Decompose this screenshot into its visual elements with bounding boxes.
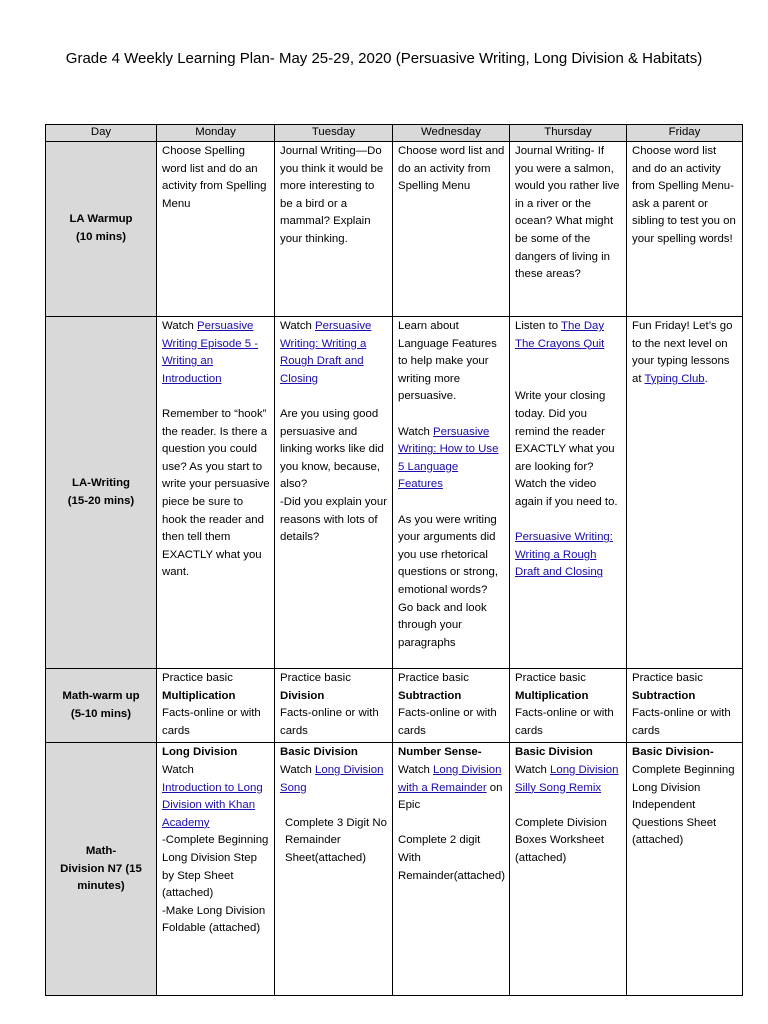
activity-heading: Multiplication [162,689,236,702]
row-label [46,142,157,317]
row-la-warmup [46,142,743,317]
cell-text: Complete 3 Digit No Remainder Sheet(attached) [285,816,387,864]
video-link[interactable]: The Day The Crayons Quit [515,320,605,350]
cell-text: Practice basic [162,672,233,684]
header-monday: Monday [157,125,275,142]
cell-la-warmup-thursday [510,142,627,317]
row-math-division [46,743,743,996]
cell-la-writing-tuesday [275,317,393,669]
video-link[interactable]: Persuasive Writing Episode 5 - Writing an Introduction [162,320,259,385]
cell-text: Facts-online or with cards [398,707,497,737]
cell-math-division-friday [627,743,743,996]
cell-text: -Did you explain your reasons with lots of details? [280,495,387,544]
cell-text: Watch [162,763,194,776]
cell-text: As you were writing your arguments did you use rhetorical questions or strong, emotional words? Go back and look through your paragraphs [398,513,499,649]
header-tuesday: Tuesday [275,125,393,142]
cell-math-division-monday [157,743,275,996]
cell-math-warmup-thursday [510,669,627,743]
row-label-line: (15-20 mins) [67,494,135,507]
row-label-line: Math-warm up [62,690,140,703]
row-label-line: Math- [85,844,117,857]
activity-heading: Basic Division- [632,746,714,759]
cell-text: Are you using good persuasive and linking works like did you know, because, also? [280,407,384,491]
row-label [46,317,157,669]
cell-text: Facts-online or with cards [515,707,614,737]
cell-text: Practice basic [515,672,586,684]
video-link[interactable]: Persuasive Writing: Writing a Rough Draft and Closing [515,531,613,579]
cell-text: Facts-online or with cards [632,707,731,737]
row-label-line: Division N7 (15 [60,862,142,875]
cell-math-warmup-friday [627,669,743,743]
cell-text: Facts-online or with cards [162,707,261,737]
row-label-line: (10 mins) [75,231,126,243]
video-link[interactable]: Typing Club [644,372,705,385]
spacer [515,797,622,815]
cell-la-writing-wednesday [393,317,510,669]
cell-la-writing-friday [627,317,743,669]
cell-la-writing-monday [157,317,275,669]
activity-heading: Subtraction [632,689,696,702]
row-label-line: (5-10 mins) [70,707,132,720]
spacer [398,494,505,512]
video-link[interactable]: Long Division with a Remainder [398,763,502,794]
video-link[interactable]: Persuasive Writing: Writing a Rough Draft and Closing [280,320,372,385]
cell-la-warmup-wednesday [393,142,510,317]
cell-math-warmup-monday [157,669,275,743]
cell-text: Choose word list and do an activity from Spelling Menu- ask a parent or sibling to test you on your spelling words! [632,145,736,245]
cell-math-division-wednesday [393,743,510,996]
spacer [280,797,388,815]
cell-text: Watch [162,320,198,332]
header-wednesday: Wednesday [393,125,510,142]
cell-text: Practice basic [280,672,351,684]
cell-text: Remember to “hook” the reader. Is there a question you could use? As you start to write your persuasive piece be sure to hook the reader and then tell them EXACTLY what you want. [162,407,270,579]
spacer [398,815,505,833]
cell-text: Choose Spelling word list and do an activity from Spelling Menu [162,145,267,210]
cell-la-warmup-monday [157,142,275,317]
cell-text: Journal Writing—Do you think it would be more interesting to be a bird or a mammal? Explain your thinking. [280,145,384,245]
cell-text: Practice basic [398,672,469,684]
header-day: Day [46,125,157,142]
cell-math-division-tuesday [275,743,393,996]
row-math-warmup [46,669,743,743]
row-label-line: minutes) [77,880,125,893]
cell-la-writing-thursday [510,317,627,669]
spacer [515,512,622,530]
cell-la-warmup-friday [627,142,743,317]
cell-text: on Epic [398,781,503,812]
cell-text: Watch [398,425,434,438]
row-label [46,669,157,743]
video-link[interactable]: Long Division Song [280,763,384,794]
spacer [162,388,270,406]
header-friday: Friday [627,125,743,142]
cell-text: Choose word list and do an activity from Spelling Menu [398,145,505,193]
cell-text: Complete Beginning Long Division Independent Questions Sheet (attached) [632,763,735,847]
cell-la-warmup-tuesday [275,142,393,317]
cell-text: Learn about Language Features to help make your writing more persuasive. [398,320,497,403]
row-label [46,743,157,996]
activity-heading: Basic Division [515,746,593,759]
activity-heading: Long Division [162,746,238,759]
cell-text: Watch [280,320,316,332]
cell-text: Fun Friday! Let’s go to the next level on your typing lessons at [632,320,733,385]
video-link[interactable]: Introduction to Long Division with Khan Academy [162,781,263,829]
cell-text: Listen to [515,320,562,332]
spacer [280,388,388,406]
cell-text: Complete Division Boxes Worksheet (attached) [515,816,607,864]
cell-math-warmup-tuesday [275,669,393,743]
cell-text: Watch [398,763,434,776]
row-la-writing [46,317,743,669]
cell-math-division-thursday [510,743,627,996]
cell-text: Facts-online or with cards [280,707,379,737]
cell-text: Watch [280,763,316,776]
spacer [515,353,622,371]
row-label-line: LA-Writing [72,476,130,489]
activity-heading: Multiplication [515,689,589,702]
cell-text: Write your closing today. Did you remind the reader EXACTLY what you are looking for? Watch the video again if you need to. [515,390,618,508]
video-link[interactable]: Persuasive Writing: How to Use 5 Language Features [398,425,499,491]
spacer [398,406,505,424]
cell-text: Complete 2 digit With Remainder(attached) [398,834,505,882]
cell-text: -Complete Beginning Long Division Step by Step Sheet (attached) [162,834,269,900]
page-title: Grade 4 Weekly Learning Plan- May 25-29, 2020 (Persuasive Writing, Long Division & Habitats) [65,50,703,67]
cell-text: . [704,372,708,385]
video-link[interactable]: Long Division Silly Song Remix [515,763,619,794]
spacer [515,371,622,389]
activity-heading: Subtraction [398,689,462,702]
weekly-plan-table [45,124,743,996]
activity-heading: Number Sense- [398,746,482,759]
activity-heading: Division [280,689,325,702]
cell-text: Journal Writing- If you were a salmon, would you rather live in a river or the ocean? What might be some of the dangers of living in these areas? [515,145,620,281]
row-label-line: LA Warmup [69,213,133,226]
header-thursday: Thursday [510,125,627,142]
activity-heading: Basic Division [280,746,358,759]
cell-math-warmup-wednesday [393,669,510,743]
cell-text: -Make Long Division Foldable (attached) [162,904,266,935]
header-row [46,125,743,142]
cell-text: Watch [515,763,551,776]
cell-text: Practice basic [632,672,703,684]
